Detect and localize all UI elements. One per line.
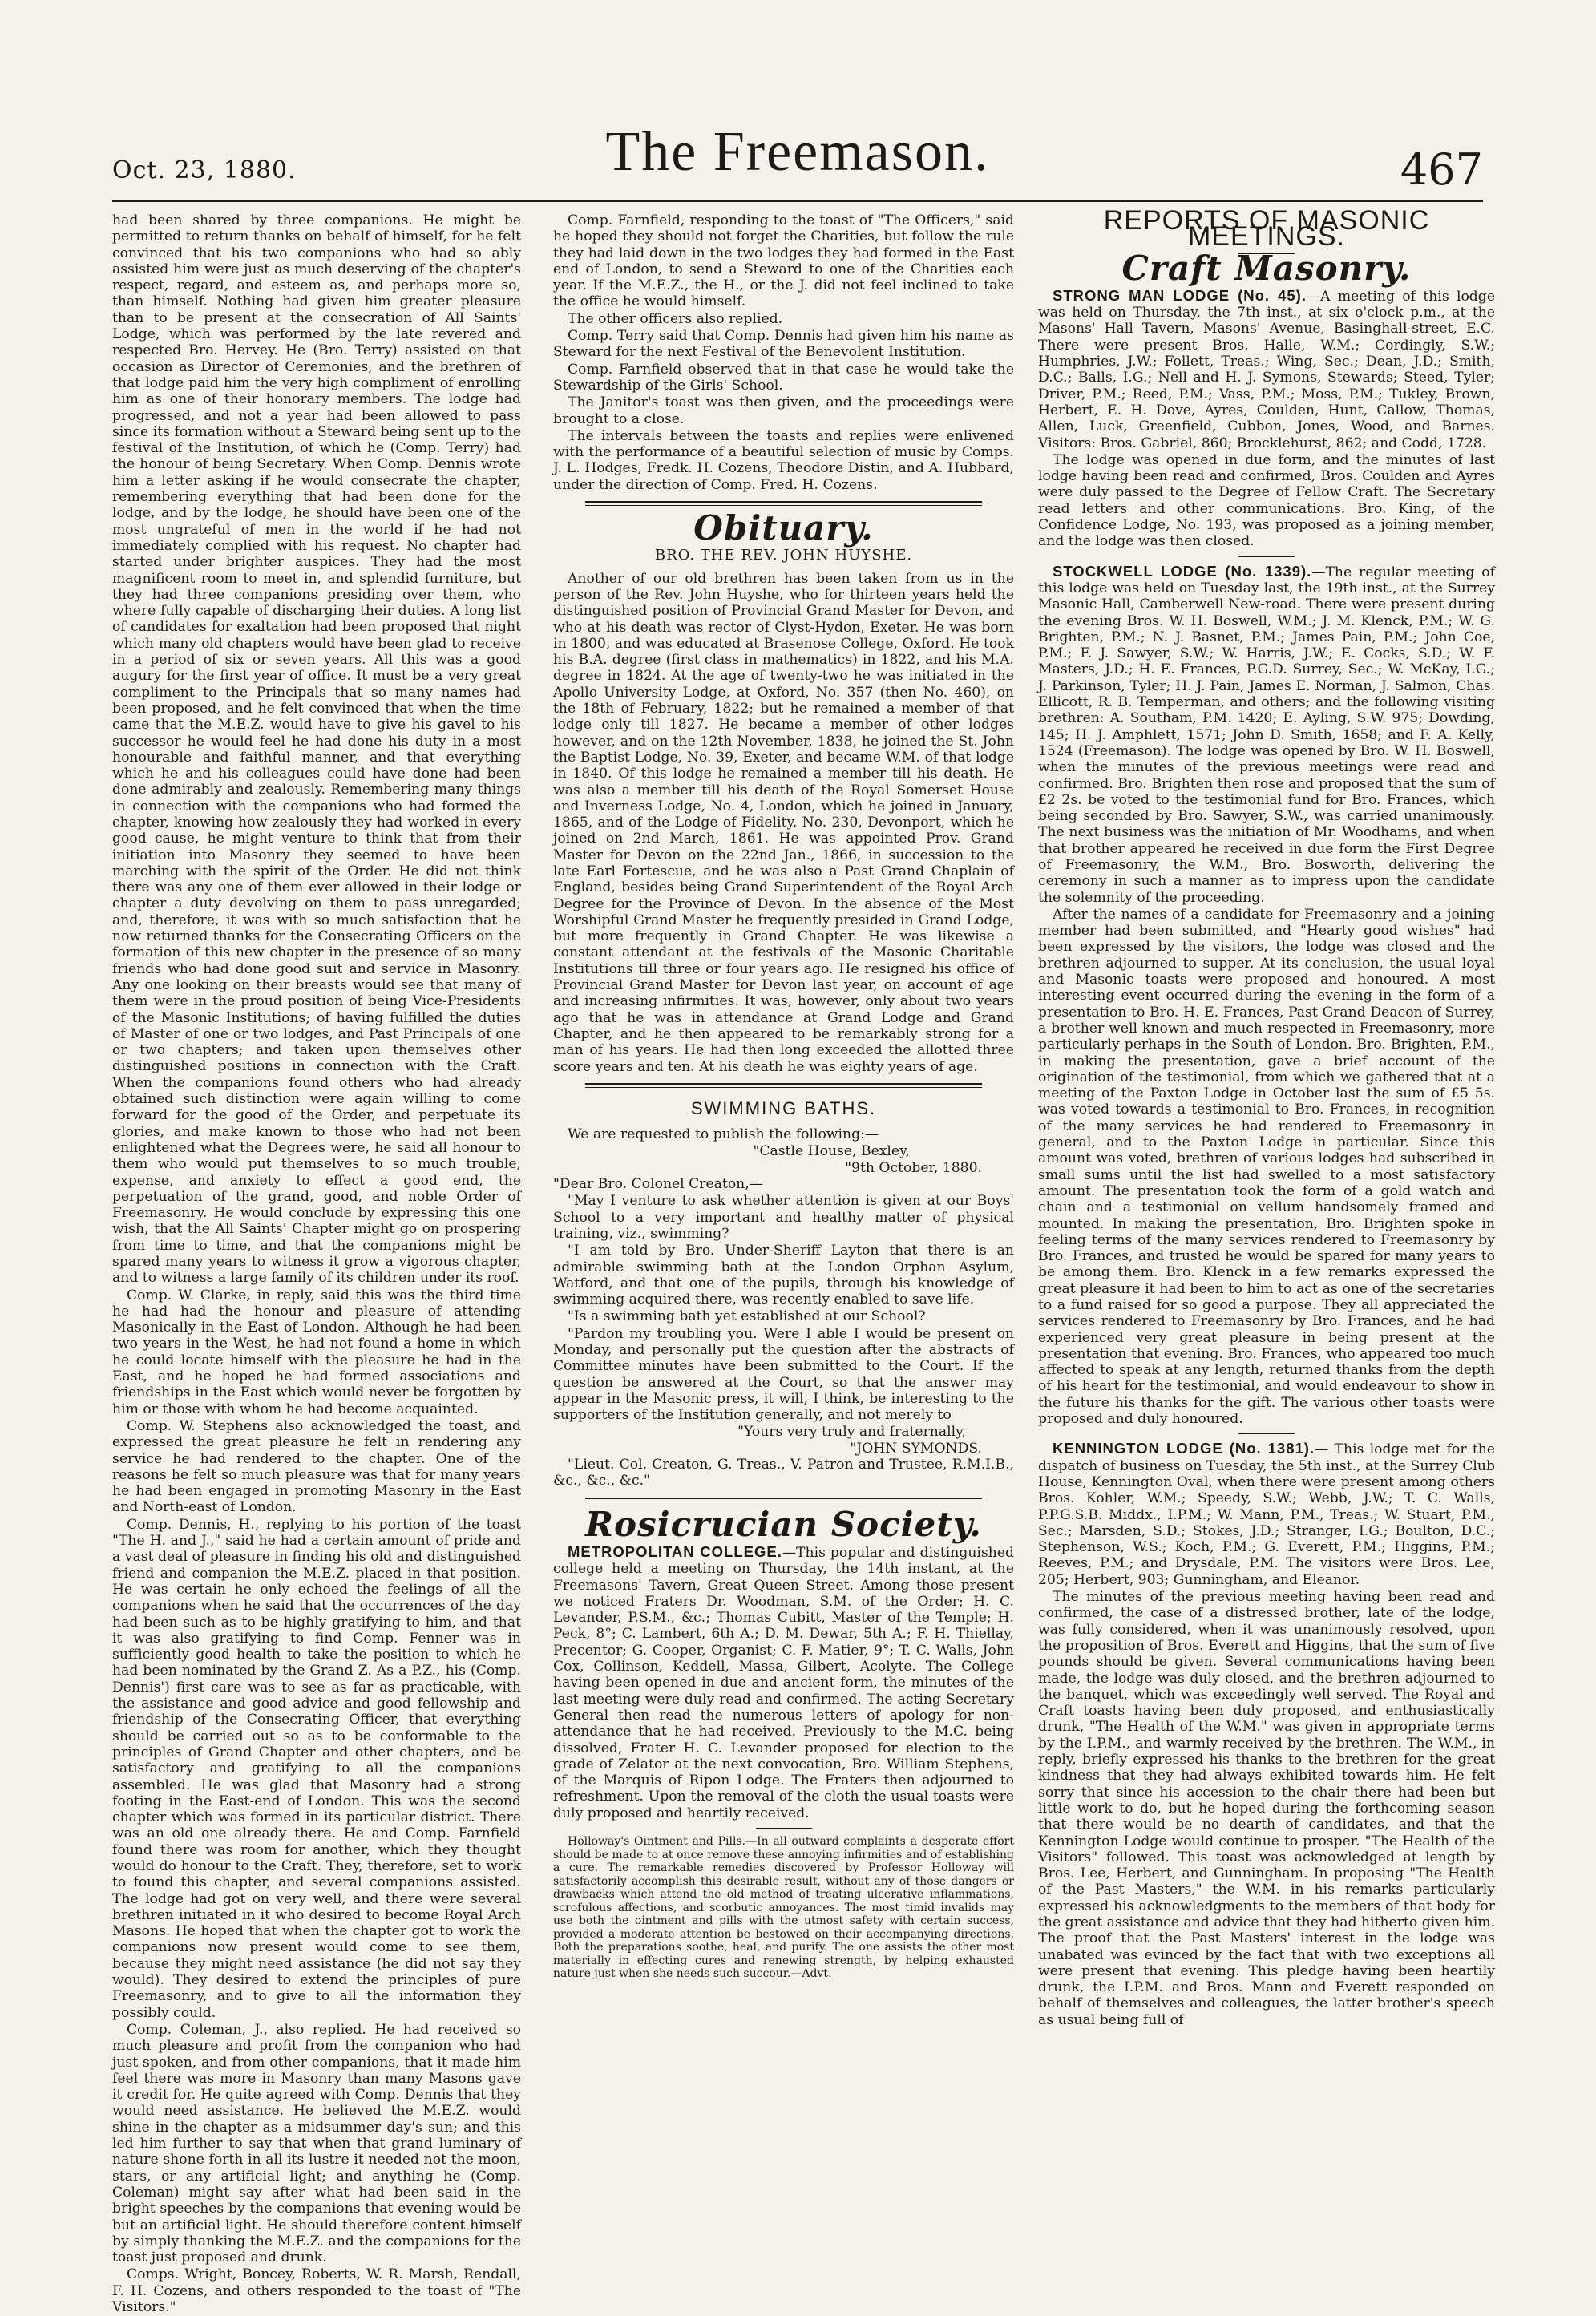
rosicrucian-heading: Rosicrucian Society. <box>585 1504 982 1544</box>
masthead-rule <box>112 200 1483 202</box>
article-paragraph: had been shared by three companions. He might be permitted to return thanks on behalf of himself, for he felt convinced that his two companions who had so ably assisted him were just as much deserving of the chapter's respect, regard, and esteem as, and perhaps more so, than himself. Nothing had given him greater pleasure than to be present at the consecration of All Saints' Lodge, which was performed by the late revered and respected Bro. Hervey. He (Bro. Terry) assisted on that occasion as Director of Ceremonies, and the brethren of that lodge paid him the very high compliment of enrolling him as one of their honorary members. The lodge had progressed, and not a year had been allowed to pass since its formation without a Steward being sent up to the festival of the Institution, of which he (Comp. Terry) had the honour of being Secretary. When Comp. Dennis wrote him a letter asking if he would consecrate the chapter, remembering everything that had been done for the lodge, and by the lodge, he should have been one of the most ungrateful of men in the world if he had not immediately complied with his request. No chapter had started under brighter auspices. They had the most magnificent room to meet in, and splendid furniture, but they had three companions presiding over them, who where fully capable of discharging their duties. A long list of candidates for exaltation had been proposed that night which many old chapters would have been glad to receive in a period of six or seven years. All this was a good augury for the first year of office. It must be a very great compliment to the Principals that so many names had been proposed, and he felt convinced that when the time came that the M.E.Z. would have to give his gavel to his successor he would feel he had done his duty in a most honourable and faithful manner, and that everything which he and his colleagues could have done had been done admirably and zealously. Remembering many things in connection with the companions who had formed the chapter, knowing how zealously they had worked in every good cause, he might venture to think that from their initiation into Masonry they seemed to have been marching with the spirit of the Order. He did not think there was any one of them ever allowed in their lodge or chapter a duty devolving on them to pass unregarded; and, therefore, it was with so much satisfaction that he now returned thanks for the Consecrating Officers on the formation of this new chapter in the presence of so many friends who had done good suit and service in Masonry. Any one looking on their breasts would see that many of them were in the proud position of being Vice-Presidents of the Masonic Institutions; of having fulfilled the duties of Master of one or two lodges, and Past Principals of one or two chapters; and taken upon themselves other distinguished positions in connection with the Craft. When the companions found others who had already obtained such distinction were again willing to come forward for the good of the Order, and perpetuate its glories, and make known to those who had not been enlightened what the Degrees were, he said all honour to them who would put themselves to so much trouble, expense, and anxiety to effect a good end, the perpetuation of the grand, good, and noble Order of Freemasonry. He would conclude by expressing this one wish, that the All Saints' Chapter might go on prospering from time to time, and that the companions might be spared many years to witness it grow a vigorous chapter, and to witness a large family of its children under its roof. <box>112 212 521 1287</box>
article-paragraph: The Janitor's toast was then given, and the proceedings were brought to a close. <box>553 394 1014 427</box>
column-3 <box>1038 205 1495 2029</box>
letter-closing: "Yours very truly and fraternally, <box>737 1424 966 1441</box>
lodge-report: The minutes of the previous meeting having been read and confirmed, the case of a distressed brother, late of the lodge, was fully considered, when it was unanimously resolved, upon the proposition of Bros. Everett and Higgins, that the sum of five pounds should be given. Several communications having been made, the lodge was duly closed, and the brethren adjourned to the banquet, which was exceedingly well served. The Royal and Craft toasts having been duly proposed, and enthusiastically drunk, "The Health of the W.M." was given in appropriate terms by the I.P.M., and warmly received by the brethren. The W.M., in reply, briefly expressed his thanks to the brethren for the great kindness that they had always exhibited towards him. He felt sorry that since his accession to the chair there had been but little work to do, but he hoped during the forthcoming season that there would be no dearth of candidates, and that the Kennington Lodge would continue to prosper. "The Health of the Visitors" followed. This toast was acknowledged at length by Bros. Lee, Herbert, and Gunningham. In proposing "The Health of the Past Masters," the W.M. in his remarks particularly expressed his acknowledgments to the members of that body for the great assistance and advice that they had hitherto given him. The proof that the Past Masters' interest in the lodge was unabated was evinced by the fact that with two exceptions all were present that evening. This pledge having been heartily drunk, the I.P.M. and Bros. Mann and Everett responded on behalf of themselves and colleagues, the latter brother's speech as usual being full of <box>1038 1589 1495 2028</box>
article-paragraph: Comp. Farnfield, responding to the toast of "The Officers," said he hoped they should not forget the Charities, but follow the rule they had laid down in the two lodges they had formed in the East end of London, to send a Steward to one of the Charities each year. If the M.E.Z., the H., or the J. did not feel inclined to take the office he would himself. <box>553 212 1014 310</box>
article-paragraph: The intervals between the toasts and replies were enlivened with the performance of a beautiful selection of music by Comps. J. L. Hodges, Fredk. H. Cozens, Theodore Distin, and A. Hubbard, under the direction of Comp. Fred. H. Cozens. <box>553 427 1014 493</box>
column-2 <box>553 212 1014 1982</box>
letter-address: "Castle House, Bexley, <box>753 1143 910 1160</box>
issue-date: Oct. 23, 1880. <box>112 156 297 184</box>
masthead <box>112 120 1483 195</box>
obituary-heading: Obituary. <box>693 508 874 548</box>
article-paragraph: Comp. Coleman, J., also replied. He had received so much pleasure and profit from the companion who had just spoken, and from other companions, that it made him feel there was more in Masonry than many Masons gave it credit for. He quite agreed with Comp. Dennis that they would need assistance. He believed the M.E.Z. would shine in the chapter as a midsummer day's sun; and this led him further to say that when that grand luminary of nature shone forth in all its lustre it needed not the moon, stars, or any artificial light; and anything he (Comp. Coleman) might say after what had been said in the bright speeches by the companions that evening would be but an artificial light. He should therefore content himself by simply thanking the M.E.Z. and the companions for the toast just proposed and drunk. <box>112 2021 521 2266</box>
short-rule <box>756 1828 812 1829</box>
swimming-heading: SWIMMING BATHS. <box>690 1097 877 1118</box>
letter-paragraph: "Pardon my troubling you. Were I able I would be present on Monday, and personally put the question after the abstracts of Committee minutes have been submitted to the Court. If the question be answered at the Court, so that the answer may appear in the Masonic press, it will, I think, be interesting to the supporters of the Institution generally, and not merely to <box>553 1325 1014 1424</box>
letter-salutation: "Dear Bro. Colonel Creaton,— <box>553 1176 763 1193</box>
lodge-report: The lodge was opened in due form, and the minutes of last lodge having been read and confirmed, Bros. Coulden and Ayres were duly passed to the Degree of Fellow Craft. The Secretary read letters and other communications. Bro. King, of the Confidence Lodge, No. 193, was proposed as a joining member, and the lodge was then closed. <box>1038 451 1495 550</box>
letter-signature: "JOHN SYMONDS. <box>850 1440 982 1457</box>
lodge-report: After the names of a candidate for Freemasonry and a joining member had been submitted, and "Hearty good wishes" had been expressed by the visitors, the lodge was closed and the brethren adjourned to supper. At its conclusion, the usual loyal and Masonic toasts were proposed and honoured. A most interesting event occurred during the evening in the form of a presentation to Bro. H. E. Frances, Past Grand Deacon of Surrey, a brother well known and much respected in Freemasonry, more particularly perhaps in the South of London. Bro. Brighten, P.M., in making the presentation, gave a brief account of the origination of the testimonial, from which we gathered that at a meeting of the Paxton Lodge in October last the sum of £5 5s. was voted towards a testimonial to Bro. Frances, in recognition of the many services he had rendered to Freemasonry in general, and to the Paxton Lodge in particular. Since this amount was voted, brethren of various lodges had subscribed in small sums until the list had swelled to a most satisfactory amount. The presentation took the form of a gold watch and chain and a testimonial on vellum handsomely framed and mounted. In making the presentation, Bro. Brighten spoke in feeling terms of the many services rendered to Freemasonry by Bro. Frances, and trusted he would be spared for many years to be among them. Bro. Klenck in a few remarks expressed the great pleasure it had been to him to act as one of the secretaries to a fund raised for so good a purpose. They all appreciated the services rendered to Freemasonry by Bro. Frances, and he had experienced very great pleasure in being present at the presentation that evening. Bro. Frances, who appeared too much affected to speak at any length, returned thanks from the depth of his heart for the testimonial, and would endeavour to show in the future his thanks for the gift. The various other toasts were proposed and duly honoured. <box>1038 906 1495 1428</box>
letter-paragraph: "May I venture to ask whether attention is given at our Boys' School to a very important and healthy matter of physical training, viz., swimming? <box>553 1193 1014 1242</box>
article-paragraph: Comp. Terry said that Comp. Dennis had given him his name as Steward for the next Festival of the Benevolent Institution. <box>553 328 1014 361</box>
lodge-report: —A meeting of this lodge was held on Thursday, the 7th inst., at six o'clock p.m., at the Masons' Hall Tavern, Masons' Avenue, Basinghall-street, E.C. There were present Bros. Halle, W.M.; Cordingly, S.W.; Humphries, J.W.; Follett, Treas.; Wing, Sec.; Dean, J.D.; Smith, D.C.; Balls, I.G.; Nell and H. J. Symons, Stewards; Steed, Tyler; Driver, P.M.; Reed, P.M.; Vass, P.M.; Moss, P.M.; Tukley, Brown, Herbert, E. H. Dove, Ayres, Coulden, Hunt, Callow, Thomas, Allen, Luck, Greenfield, Cubbon, Jones, Wood, and Barnes. Visitors: Bros. Gabriel, 860; Brocklehurst, 862; and Codd, 1728. <box>1038 288 1495 451</box>
letter-intro: We are requested to publish the following:— <box>568 1126 879 1143</box>
reports-heading: REPORTS OF MASONIC MEETINGS. <box>1103 205 1430 253</box>
short-rule <box>1238 556 1295 557</box>
letter-addressee: "Lieut. Col. Creaton, G. Treas., V. Patron and Trustee, R.M.I.B., &c., &c., &c." <box>553 1457 1014 1489</box>
section-divider <box>585 501 982 506</box>
lodge-report: —The regular meeting of this lodge was held on Tuesday last, the 19th inst., at the Surrey Masonic Hall, Camberwell New-road. There were present during the evening Bros. W. H. Boswell, W.M.; J. M. Klenck, P.M.; W. G. Brighten, P.M.; N. J. Basnet, P.M.; James Pain, P.M.; John Coe, P.M.; F. J. Sawyer, S.W.; W. Harris, J.W.; E. Cocks, S.D.; W. F. Masters, J.D.; H. E. Frances, P.G.D. Surrey, Sec.; W. McKay, I.G.; J. Parkinson, Tyler; H. J. Pain, James E. Norman, J. Salmon, Chas. Ellicott, R. B. Temperman, and others; and the following visiting brethren: A. Southam, P.M. 1420; E. Ayling, S.W. 975; Dowding, 145; H. J. Amphlett, 1571; John D. Smith, 1658; and F. A. Kelly, 1524 (Freemason). The lodge was opened by Bro. W. H. Boswell, when the minutes of the previous meetings were read and confirmed. Bro. Brighten then rose and proposed that the sum of £2 2s. be voted to the testimonial fund for Bro. Frances, which being seconded by Bro. Sawyer, S.W., was carried unanimously. The next business was the initiation of Mr. Woodhams, and when that brother appeared he received in due form the First Degree of Freemasonry, the W.M., Bro. Bosworth, delivering the ceremony in such a manner as to impress upon the candidate the solemnity of the proceeding. <box>1038 564 1495 906</box>
newspaper-title: The Freemason. <box>605 121 990 183</box>
lodge-name: STRONG MAN LODGE (No. 45). <box>1053 286 1307 304</box>
section-divider <box>585 1498 982 1502</box>
short-rule <box>1238 1433 1295 1434</box>
lodge-name: KENNINGTON LODGE (No. 1381). <box>1053 1440 1315 1457</box>
rosicrucian-text: —This popular and distinguished college held a meeting on Thursday, the 14th instant, at the Freemasons' Tavern, Great Queen Street. Among those present we noticed Fraters Dr. Woodman, S.M. of the Order; H. C. Levander, P.S.M., &c.; Thomas Cubitt, Master of the Temple; H. Peck, 8°; C. Lambert, 6th A.; D. M. Dewar, 5th A.; F. H. Thiellay, Precentor; G. Cooper, Organist; C. F. Matier, 9°; T. C. Walls, John Cox, Collinson, Keddell, Massa, Gilbert, Acolyte. The College having been opened in due and ancient form, the minutes of the last meeting were duly read and confirmed. The acting Secretary General then read the numerous letters of apology for non-attendance that he had received. Previously to the M.C. being dissolved, Frater H. C. Levander proposed for election to the grade of Zelator at the next convocation, Bro. William Stephens, of the Marquis of Ripon Lodge. The Fraters then adjourned to refreshment. Upon the removal of the cloth the usual toasts were duly proposed and heartily received. <box>553 1544 1014 1821</box>
obituary-text: Another of our old brethren has been taken from us in the person of the Rev. John Huyshe, who for thirteen years held the distinguished position of Provincial Grand Master for Devon, and who at his death was rector of Clyst-Hydon, Exeter. He was born in 1800, and was educated at Brasenose College, Oxford. He took his B.A. degree (first class in mathematics) in 1822, and his M.A. degree in 1824. At the age of twenty-two he was initiated in the Apollo University Lodge, at Oxford, No. 357 (then No. 460), on the 18th of February, 1822; but he remained a member of that lodge only till 1827. He became a member of other lodges however, and on the 12th November, 1838, he joined the St. John the Baptist Lodge, No. 39, Exeter, and became W.M. of that lodge in 1840. Of this lodge he remained a member till his death. He was also a member till his death of the Royal Somerset House and Inverness Lodge, No. 4, London, which he joined in January, 1865, and of the Lodge of Fidelity, No. 230, Devonport, which he joined on 2nd March, 1861. He was appointed Prov. Grand Master for Devon on the 22nd Jan., 1866, in succession to the late Earl Fortescue, and he was also a Past Grand Chaplain of England, besides being Grand Superintendent of the Royal Arch Degree for the Province of Devon. In the absence of the Most Worshipful Grand Master he frequently presided in Grand Lodge, but more frequently in Grand Chapter. He was likewise a constant attendant at the festivals of the Masonic Charitable Institutions till three or four years ago. He resigned his office of Provincial Grand Master for Devon last year, on account of age and increasing infirmities. It was, however, only about two years ago that he was in attendance at Grand Lodge and Grand Chapter, and he then appeared to be remarkably strong for a man of his years. He had then long exceeded the allotted three score years and ten. At his death he was eighty years of age. <box>553 570 1014 1075</box>
lodge-report: — This lodge met for the dispatch of business on Tuesday, the 5th inst., at the Surrey Club House, Kennington Oval, when there were present among others Bros. Kohler, W.M.; Speedy, S.W.; Webb, J.W.; T. C. Walls, P.P.G.S.B. Middx., I.P.M.; W. Mann, P.M., Treas.; W. Stuart, P.M., Sec.; Marsden, S.D.; Stokes, J.D.; Stranger, I.G.; Boulton, D.C.; Stephenson, W.S.; Koch, P.M.; G. Everett, P.M.; Higgins, P.M.; Reeves, P.M.; and Drysdale, P.M. The visitors were Bros. Lee, 205; Herbert, 903; Gunningham, and Eleanor. <box>1038 1441 1495 1588</box>
article-paragraph: Comp. Farnfield observed that in that case he would take the Stewardship of the Girls' School. <box>553 361 1014 394</box>
column-1 <box>112 212 521 2316</box>
article-paragraph: Comp. W. Stephens also acknowledged the toast, and expressed the great pleasure he felt in rendering any service he had rendered to the chapter. One of the reasons he felt so much pleasure was that for many years he had been engaged in promoting Masonry in the East and North-east of London. <box>112 1417 521 1516</box>
article-paragraph: Comp. W. Clarke, in reply, said this was the third time he had had the honour and pleasure of attending Masonically in the East of London. Although he had been two years in the West, he had not found a home in which he could locate himself with the pleasure he had in the East, and he hoped he had formed associations and friendships in the East which would never be forgotten by him or those with whom he had become acquainted. <box>112 1287 521 1417</box>
article-paragraph: The other officers also replied. <box>568 310 783 327</box>
advertisement: Holloway's Ointment and Pills.—In all outward complaints a desperate effort should be made to at once remove these annoying infirmities and of establishing a cure. The remarkable remedies discovered by Professor Holloway will satisfactorily accomplish this desirable result, without any of those dangers or drawbacks which attend the old method of treating ulcerative inflammations, scrofulous affections, and scorbutic annoyances. The most timid invalids may use both the ointment and pills with the utmost safety with certain success, provided a moderate attention be bestowed on their accompanying directions. Both the preparations soothe, heal, and purify. The one assists the other most materially in effecting cures and renewing strength, by helping exhausted nature just when she needs such succour.—Advt. <box>553 1835 1014 1981</box>
letter-date: "9th October, 1880. <box>845 1159 982 1176</box>
obituary-subheading: BRO. THE REV. JOHN HUYSHE. <box>654 547 913 564</box>
college-name: METROPOLITAN COLLEGE. <box>568 1542 782 1560</box>
section-divider <box>585 1083 982 1088</box>
craft-masonry-heading: Craft Masonry. <box>1121 248 1412 288</box>
page-number: 467 <box>1400 144 1483 195</box>
letter-paragraph: "Is a swimming bath yet established at our School? <box>568 1308 926 1325</box>
lodge-name: STOCKWELL LODGE (No. 1339). <box>1053 562 1312 580</box>
article-paragraph: Comp. Dennis, H., replying to his portion of the toast "The H. and J.," said he had a certain amount of pride and a vast deal of pleasure in finding his old and distinguished friend and companion the M.E.Z. placed in that position. He was certain he only echoed the feelings of all the companions when he said that the occurrences of the day had been such as to be highly gratifying to him, and that it was also gratifying to find Comp. Fenner was in sufficiently good health to take the position to which he had been nominated by the Grand Z. As a P.Z., his (Comp. Dennis') first care was to see as far as practicable, with the assistance and good advice and good fellowship and friendship of the Consecrating Officer, that everything should be carried out so as to be conformable to the principles of Grand Chapter and other chapters, and be satisfactory and gratifying to all the companions assembled. He was glad that Masonry had a strong footing in the East-end of London. This was the second chapter which was formed in its particular district. There was an old one already there. He and Comp. Farnfield found there was room for another, which they thought would do honour to the Craft. They, therefore, set to work to found this chapter, and several companions assisted. The lodge had got on very well, and there were several brethren initiated in it who desired to become Royal Arch Masons. He hoped that when the chapter got to work the companions now present would come to see them, because they might need assistance (he did not say they would). They desired to extend the principles of pure Freemasonry, and to give to all the information they possibly could. <box>112 1516 521 2021</box>
article-paragraph: Comps. Wright, Boncey, Roberts, W. R. Marsh, Rendall, F. H. Cozens, and others responded to the toast of "The Visitors." <box>112 2266 521 2315</box>
letter-paragraph: "I am told by Bro. Under-Sheriff Layton that there is an admirable swimming bath at the London Orphan Asylum, Watford, and that one of the pupils, through his knowledge of swimming acquired there, was recently enabled to save life. <box>553 1243 1014 1308</box>
